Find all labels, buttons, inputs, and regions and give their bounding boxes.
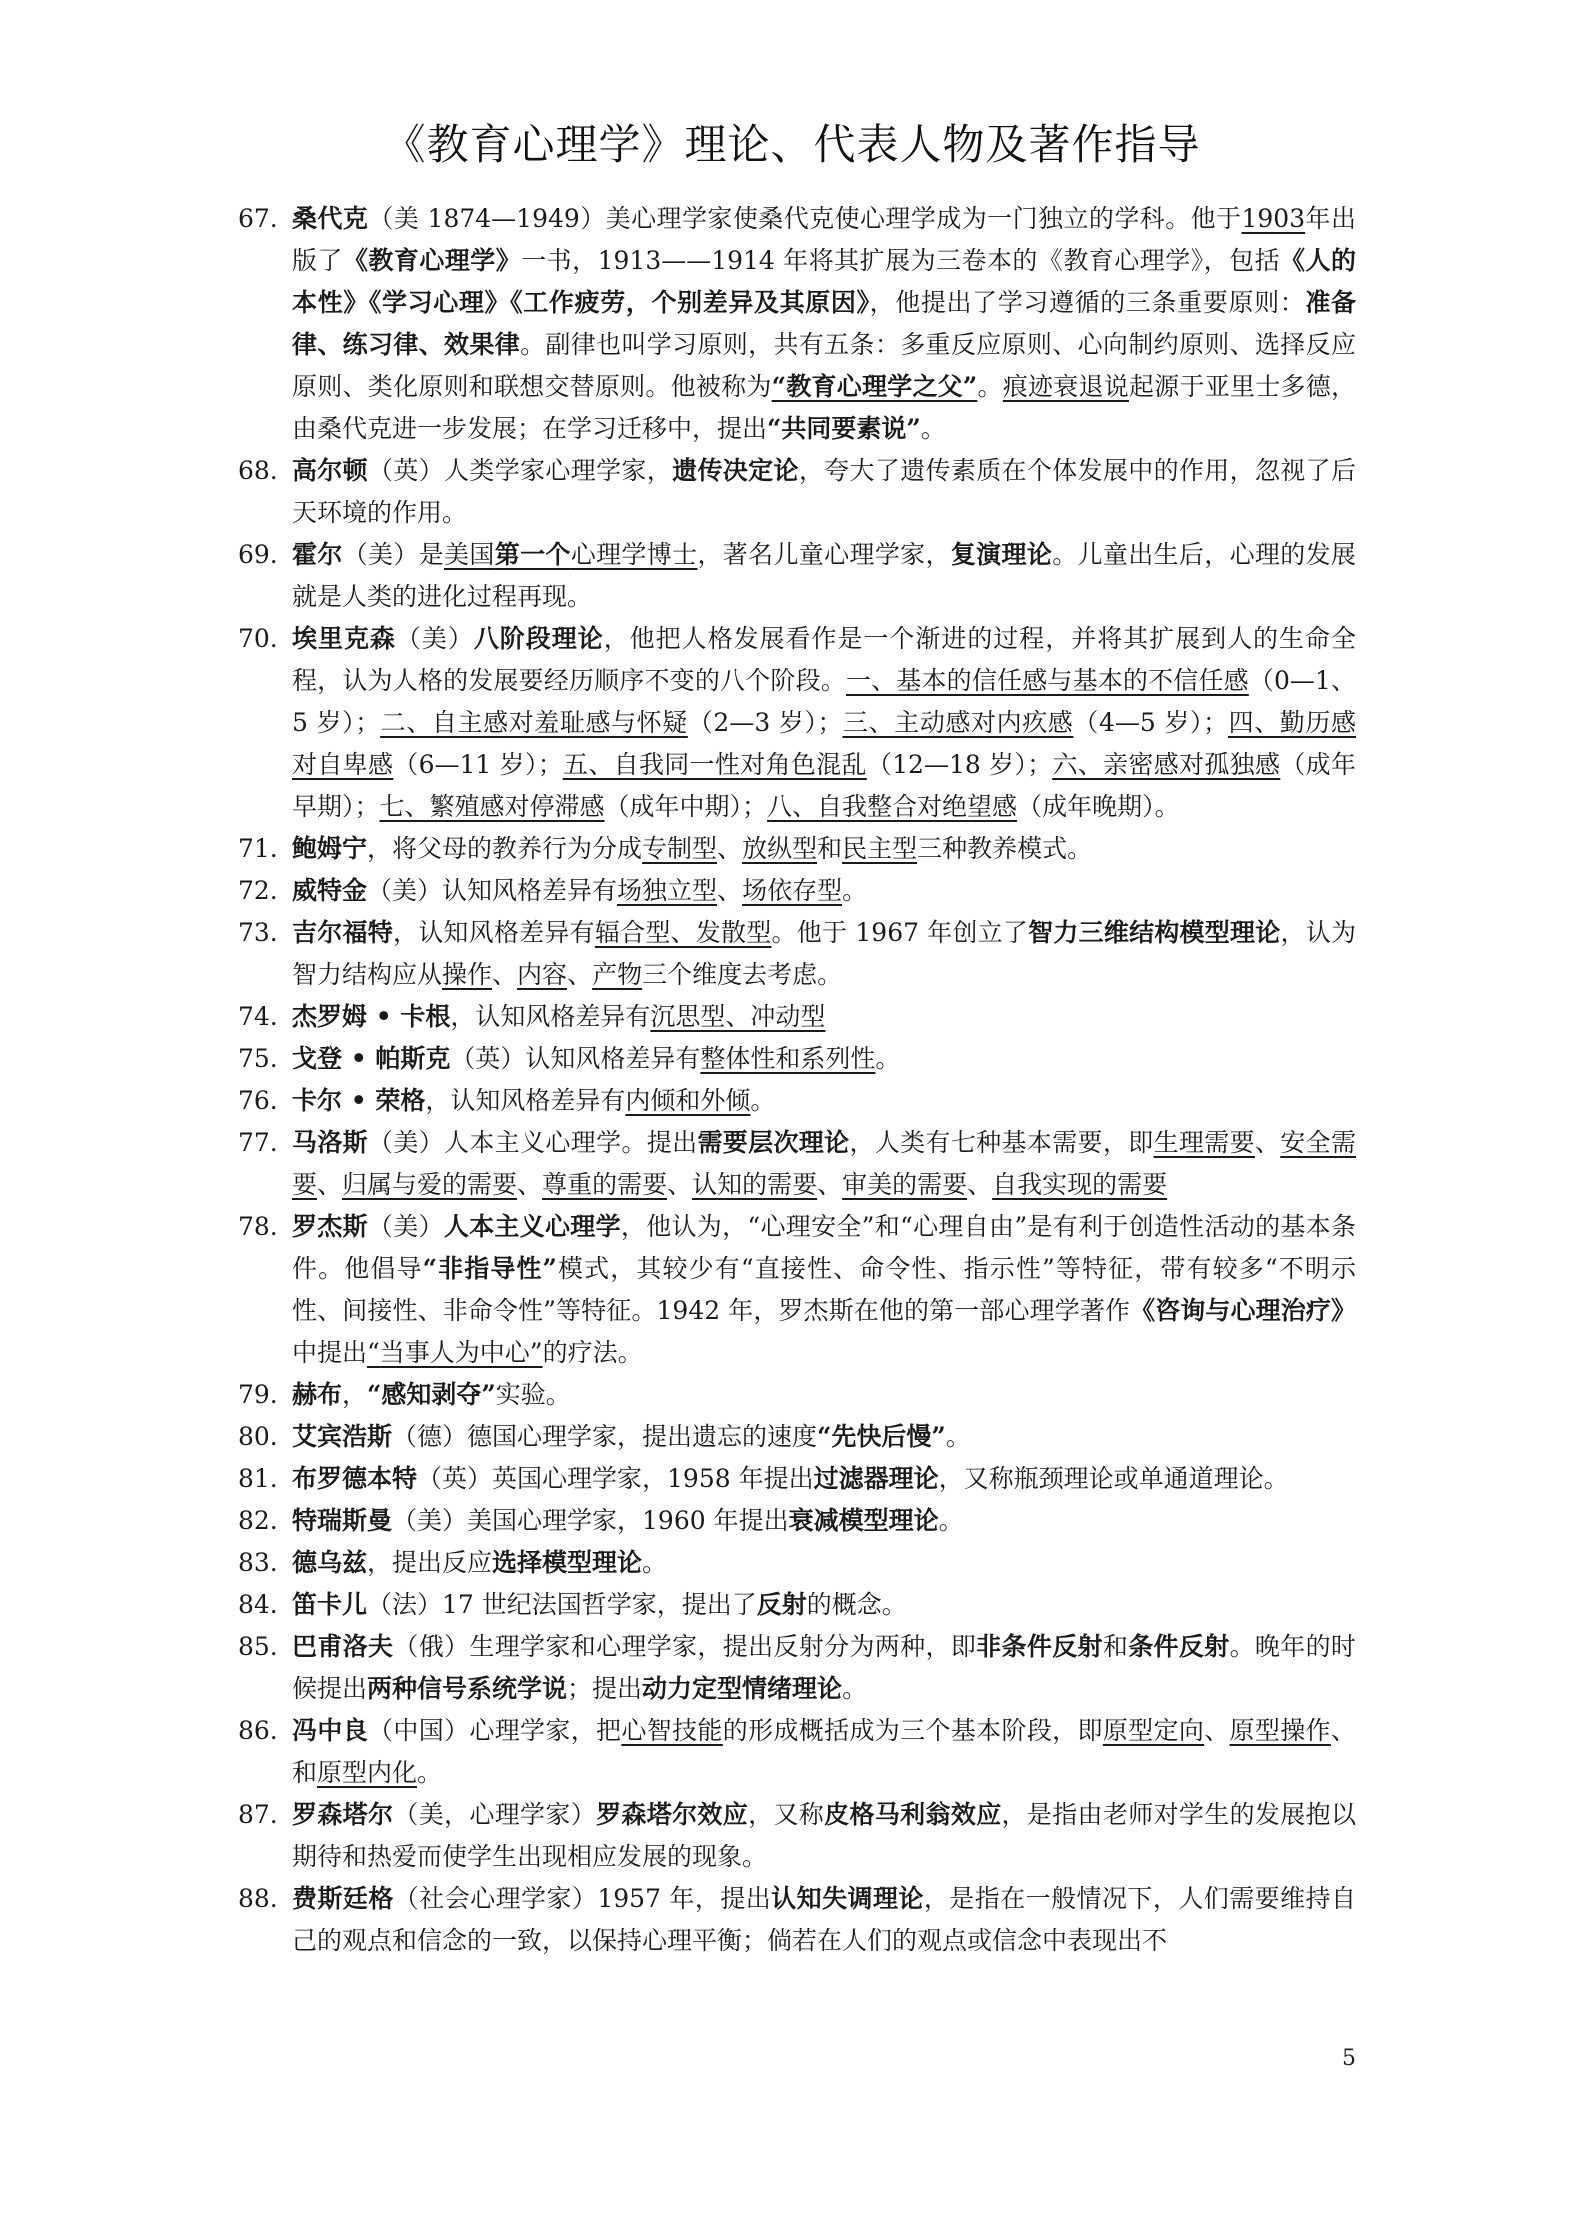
text-segment: 。 — [977, 372, 1003, 401]
text-segment: 戈登 • 帕斯克 — [292, 1044, 451, 1073]
list-item — [238, 1458, 1356, 1500]
text-segment: 三、主动感对内疚感 — [842, 708, 1074, 737]
text-segment: 沉思型、冲动型 — [650, 1002, 826, 1031]
item-number: 86. — [238, 1716, 278, 1745]
text-segment: 八阶段理论 — [473, 624, 604, 653]
text-segment: 场依存型 — [742, 876, 843, 905]
text-segment: ，是指由老师对学生的发展抱以期待和热爱而使学生出现相应发展的现象。 — [292, 1800, 1356, 1871]
text-segment: 审美的需要 — [842, 1170, 968, 1199]
text-segment: 《教育心理学》 — [342, 246, 522, 275]
item-number: 67. — [238, 204, 278, 233]
text-segment: 中提出 — [292, 1338, 368, 1367]
text-segment: 生理需要 — [1153, 1128, 1255, 1157]
text-segment: ，人类有七种基本需要，即 — [849, 1128, 1154, 1157]
text-segment: 卡尔 • 荣格 — [292, 1086, 426, 1115]
text-segment: （美，心理学家） — [393, 1800, 597, 1829]
text-segment: “当事人为中心” — [367, 1338, 543, 1367]
text-segment: 整体性和系列性 — [700, 1044, 876, 1073]
text-segment: 认知失调理论 — [771, 1884, 924, 1913]
text-segment: 心理学博士 — [570, 540, 698, 569]
item-number: 82. — [238, 1506, 278, 1535]
text-segment: 特瑞斯曼 — [292, 1506, 393, 1535]
text-segment: （2—3 岁）； — [687, 708, 843, 737]
text-segment: 五、自我同一性对角色混乱 — [562, 750, 867, 779]
item-number: 87. — [238, 1800, 278, 1829]
text-segment: （4—5 岁）； — [1073, 708, 1229, 737]
text-segment: 。 — [920, 414, 946, 443]
text-segment: 、 — [1204, 1716, 1230, 1745]
text-segment: 德乌兹 — [292, 1548, 368, 1577]
text-segment: 马洛斯 — [292, 1128, 369, 1157]
text-segment: ，将父母的教养行为分成 — [367, 834, 643, 863]
text-segment: ，认知风格差异有 — [425, 1086, 626, 1115]
text-segment: 八、自我整合对绝望感 — [767, 792, 1018, 821]
item-number: 70. — [238, 624, 278, 653]
text-segment: ，提出反应 — [367, 1548, 493, 1577]
text-segment: 内容 — [517, 960, 568, 989]
text-segment: ，他把人格发展看作是一个渐进的过程，并将其扩展到人的生命全程，认为人格的发展要经历顺序不变的八个阶段。 — [292, 624, 1356, 695]
text-segment: 、 — [717, 876, 743, 905]
list-item — [238, 198, 1356, 450]
list-item — [238, 1122, 1356, 1206]
text-segment: 二、自主感对羞耻感与怀疑 — [380, 708, 688, 737]
text-segment: （英）人类学家心理学家， — [368, 456, 673, 485]
entry-list — [238, 198, 1356, 1962]
text-segment: 非条件反射 — [976, 1632, 1103, 1661]
text-segment: 、 — [817, 1170, 843, 1199]
list-item — [238, 618, 1356, 828]
text-segment: （俄）生理学家和心理学家，提出反射分为两种，即 — [393, 1632, 977, 1661]
text-segment: ，认为智力结构应从 — [292, 918, 1356, 989]
list-item — [238, 1416, 1356, 1458]
text-segment: 、 — [492, 960, 518, 989]
item-number: 71. — [238, 834, 278, 863]
text-segment: 。副律也叫学习原则，共有五条：多重反应原则、心向制约原则、选择反应原则、类化原则和联想交替原则。他被称为 — [292, 330, 1356, 401]
list-item — [238, 450, 1356, 534]
text-segment: 罗森塔尔效应 — [596, 1800, 749, 1829]
text-segment: 。 — [875, 1044, 901, 1073]
text-segment: （美）人本主义心理学。提出 — [368, 1128, 698, 1157]
text-segment: 和 — [817, 834, 843, 863]
list-item — [238, 1038, 1356, 1080]
text-segment: （成年晚期）。 — [1017, 792, 1180, 821]
text-segment: 。 — [417, 1758, 443, 1787]
text-segment: 四、勤历感对自卑感 — [292, 708, 1356, 779]
text-segment: 。儿童出生后，心理的发展就是人类的进化过程再现。 — [292, 540, 1356, 611]
text-segment: （12—18 岁）； — [866, 750, 1053, 779]
text-segment: 。 — [938, 1506, 964, 1535]
text-segment: 的疗法。 — [542, 1338, 643, 1367]
text-segment: （0—1、5 岁）； — [292, 666, 1356, 737]
text-segment: 人本主义心理学 — [443, 1212, 621, 1241]
text-segment: 、 — [1254, 1128, 1281, 1157]
item-number: 74. — [238, 1002, 278, 1031]
text-segment: 、 — [967, 1170, 993, 1199]
item-number: 76. — [238, 1086, 278, 1115]
text-segment: （美）是 — [342, 540, 445, 569]
item-number: 88. — [238, 1884, 278, 1913]
text-segment: 1903 — [1241, 204, 1306, 233]
text-segment: ，著名儿童心理学家， — [697, 540, 951, 569]
text-segment: ，他认为，“心理安全”和“心理自由”是有利于创造性活动的基本条件。他倡导 — [292, 1212, 1356, 1283]
text-segment: ，是指在一般情况下，人们需要维持自己的观点和信念的一致，以保持心理平衡；倘若在人们的观点或信念中表现出不 — [292, 1884, 1356, 1955]
text-segment: 。 — [642, 1548, 668, 1577]
text-segment: “共同要素说” — [767, 414, 921, 443]
text-segment: 和 — [1102, 1632, 1129, 1661]
text-segment: 巴甫洛夫 — [292, 1632, 394, 1661]
text-segment: 起源于亚里士多德，由桑代克进一步发展；在学习迁移中，提出 — [292, 372, 1356, 443]
text-segment: 归属与爱的需要 — [342, 1170, 518, 1199]
text-segment: 鲍姆宁 — [292, 834, 368, 863]
text-segment: 原型内化 — [317, 1758, 418, 1787]
text-segment: 。 — [842, 1674, 868, 1703]
text-segment: 实验。 — [495, 1380, 571, 1409]
text-segment: 。 — [945, 1422, 971, 1451]
list-item — [238, 1626, 1356, 1710]
item-number: 81. — [238, 1464, 278, 1493]
list-item — [238, 534, 1356, 618]
text-segment: 复演理论 — [950, 540, 1053, 569]
text-segment: 赫布 — [292, 1380, 343, 1409]
text-segment: 威特金 — [292, 876, 368, 905]
text-segment: 的概念。 — [806, 1590, 907, 1619]
page-title: 《教育心理学》理论、代表人物及著作指导 — [383, 120, 1201, 169]
list-item — [238, 1206, 1356, 1374]
list-item — [238, 912, 1356, 996]
text-segment: （中国）心理学家，把 — [368, 1716, 622, 1745]
text-segment: 杰罗姆 • 卡根 — [292, 1002, 451, 1031]
text-segment: 皮格马利翁效应 — [824, 1800, 1002, 1829]
list-item — [238, 996, 1356, 1038]
text-segment: ，又称 — [748, 1800, 825, 1829]
text-segment: 《人的本性》《学习心理》《工作疲劳，个别差异及其原因》 — [292, 246, 1356, 317]
text-segment: 痕迹衰退说 — [1002, 372, 1130, 401]
text-segment: “非指导性” — [422, 1254, 557, 1283]
item-number: 72. — [238, 876, 278, 905]
text-segment: 《咨询与心理治疗》 — [1130, 1296, 1356, 1325]
text-segment: 两种信号系统学说 — [367, 1674, 568, 1703]
text-segment: 选择模型理论 — [492, 1548, 643, 1577]
item-number: 84. — [238, 1590, 278, 1619]
list-item — [238, 1584, 1356, 1626]
text-segment: 、和 — [292, 1716, 1356, 1787]
text-segment: （德）德国心理学家，提出遗忘的速度 — [392, 1422, 818, 1451]
text-segment: 安全需要 — [292, 1128, 1356, 1199]
text-segment: 准备律、练习律、效果律 — [292, 288, 1356, 359]
text-segment: 原型定向 — [1102, 1716, 1205, 1745]
text-segment: 专制型 — [642, 834, 718, 863]
text-segment: 心智技能 — [621, 1716, 723, 1745]
list-item — [238, 828, 1356, 870]
text-segment: ，又称瓶颈理论或单通道理论。 — [938, 1464, 1289, 1493]
item-number: 83. — [238, 1548, 278, 1577]
text-segment: （美）认知风格差异有 — [367, 876, 618, 905]
list-item — [238, 1710, 1356, 1794]
text-segment: 模式，其较少有“直接性、命令性、指示性”等特征，带有较多“不明示性、间接性、非命令性”等特征。1942 年，罗杰斯在他的第一部心理学著作 — [292, 1254, 1356, 1325]
text-segment: 、 — [567, 960, 593, 989]
text-segment: 衰减模型理论 — [788, 1506, 939, 1535]
text-segment: 桑代克 — [292, 204, 369, 233]
text-segment: 民主型 — [842, 834, 918, 863]
text-segment: “感知剥夺” — [367, 1380, 496, 1409]
item-number: 69. — [238, 540, 278, 569]
text-segment: 、 — [517, 1170, 543, 1199]
text-segment: 罗杰斯 — [292, 1212, 368, 1241]
text-segment: 费斯廷格 — [292, 1884, 394, 1913]
list-item — [238, 1080, 1356, 1122]
text-segment: 、 — [667, 1170, 693, 1199]
text-segment: 。 — [842, 876, 868, 905]
text-segment: 原型操作 — [1229, 1716, 1331, 1745]
text-segment: 反射 — [756, 1590, 807, 1619]
text-segment: （6—11 岁）； — [393, 750, 563, 779]
text-segment: （成年早期）； — [292, 750, 1356, 821]
page-number: 5 — [1342, 2046, 1356, 2071]
text-segment: 。他于 1967 年创立了 — [771, 918, 1029, 947]
text-segment: 条件反射 — [1128, 1632, 1230, 1661]
item-number: 68. — [238, 456, 278, 485]
text-segment: 冯中良 — [292, 1716, 369, 1745]
text-segment: 罗森塔尔 — [292, 1800, 394, 1829]
text-segment: 布罗德本特 — [292, 1464, 418, 1493]
text-segment: “先快后慢” — [817, 1422, 946, 1451]
item-number: 79. — [238, 1380, 278, 1409]
text-segment: 美国 — [444, 540, 495, 569]
text-segment: 、 — [717, 834, 743, 863]
text-segment: 年出版了 — [292, 204, 1356, 275]
text-segment: （美）美国心理学家，1960 年提出 — [392, 1506, 789, 1535]
text-segment: （美） — [367, 1212, 444, 1241]
text-segment: 放纵型 — [742, 834, 818, 863]
item-number: 78. — [238, 1212, 278, 1241]
text-segment: 埃里克森 — [292, 624, 396, 653]
text-segment: 笛卡儿 — [292, 1590, 368, 1619]
text-segment: 尊重的需要 — [542, 1170, 668, 1199]
text-segment: （社会心理学家）1957 年，提出 — [393, 1884, 772, 1913]
text-segment: ，他提出了学习遵循的三条重要原则： — [869, 288, 1306, 317]
text-segment: “教育心理学之父” — [771, 372, 978, 401]
text-segment: （美 1874—1949）美心理学家使桑代克使心理学成为一门独立的学科。他于 — [368, 204, 1242, 233]
text-segment: 内倾和外倾 — [625, 1086, 751, 1115]
text-segment: 第一个 — [494, 540, 571, 569]
text-segment: ，夸大了遗传素质在个体发展中的作用，忽视了后天环境的作用。 — [292, 456, 1356, 527]
text-segment: 操作 — [442, 960, 493, 989]
item-number: 85. — [238, 1632, 278, 1661]
list-item — [238, 1794, 1356, 1878]
text-segment: 认知的需要 — [692, 1170, 818, 1199]
text-segment: 遗传决定论 — [672, 456, 799, 485]
text-segment: 一书，1913——1914 年将其扩展为三卷本的《教育心理学》，包括 — [521, 246, 1281, 275]
text-segment: 智力三维结构模型理论 — [1028, 918, 1281, 947]
list-item — [238, 1500, 1356, 1542]
text-segment: 三个维度去考虑。 — [642, 960, 843, 989]
text-segment: 六、亲密感对孤独感 — [1052, 750, 1281, 779]
text-segment: （美） — [395, 624, 474, 653]
text-segment: 吉尔福特 — [292, 918, 393, 947]
text-segment: （成年中期）； — [604, 792, 768, 821]
text-segment: 动力定型情绪理论 — [642, 1674, 843, 1703]
text-segment: 艾宾浩斯 — [292, 1422, 393, 1451]
item-number: 75. — [238, 1044, 278, 1073]
list-item — [238, 1542, 1356, 1584]
text-segment: ；提出 — [567, 1674, 643, 1703]
list-item — [238, 870, 1356, 912]
text-segment: 的形成概括成为三个基本阶段，即 — [722, 1716, 1103, 1745]
text-segment: 七、繁殖感对停滞感 — [379, 792, 605, 821]
text-segment: 自我实现的需要 — [992, 1170, 1168, 1199]
text-segment: （法）17 世纪法国哲学家，提出了 — [367, 1590, 757, 1619]
item-number: 73. — [238, 918, 278, 947]
text-segment: 霍尔 — [292, 540, 343, 569]
text-segment: ，认知风格差异有 — [450, 1002, 651, 1031]
text-segment: 三种教养模式。 — [917, 834, 1093, 863]
item-number: 80. — [238, 1422, 278, 1451]
text-segment: 。晚年的时候提出 — [292, 1632, 1356, 1703]
text-segment: ， — [342, 1380, 368, 1409]
text-segment: 过滤器理论 — [813, 1464, 939, 1493]
text-segment: 一、基本的信任感与基本的不信任感 — [845, 666, 1249, 695]
text-segment: 。 — [750, 1086, 776, 1115]
text-segment: 产物 — [592, 960, 643, 989]
text-segment: 、 — [317, 1170, 343, 1199]
list-item — [238, 1878, 1356, 1962]
item-number: 77. — [238, 1128, 278, 1157]
list-item — [238, 1374, 1356, 1416]
text-segment: 场独立型 — [617, 876, 718, 905]
text-segment: （英）认知风格差异有 — [450, 1044, 701, 1073]
text-segment: 需要层次理论 — [697, 1128, 850, 1157]
text-segment: ，认知风格差异有 — [392, 918, 595, 947]
text-segment: 辐合型、发散型 — [594, 918, 772, 947]
text-segment: 高尔顿 — [292, 456, 369, 485]
text-segment: （英）英国心理学家，1958 年提出 — [417, 1464, 814, 1493]
